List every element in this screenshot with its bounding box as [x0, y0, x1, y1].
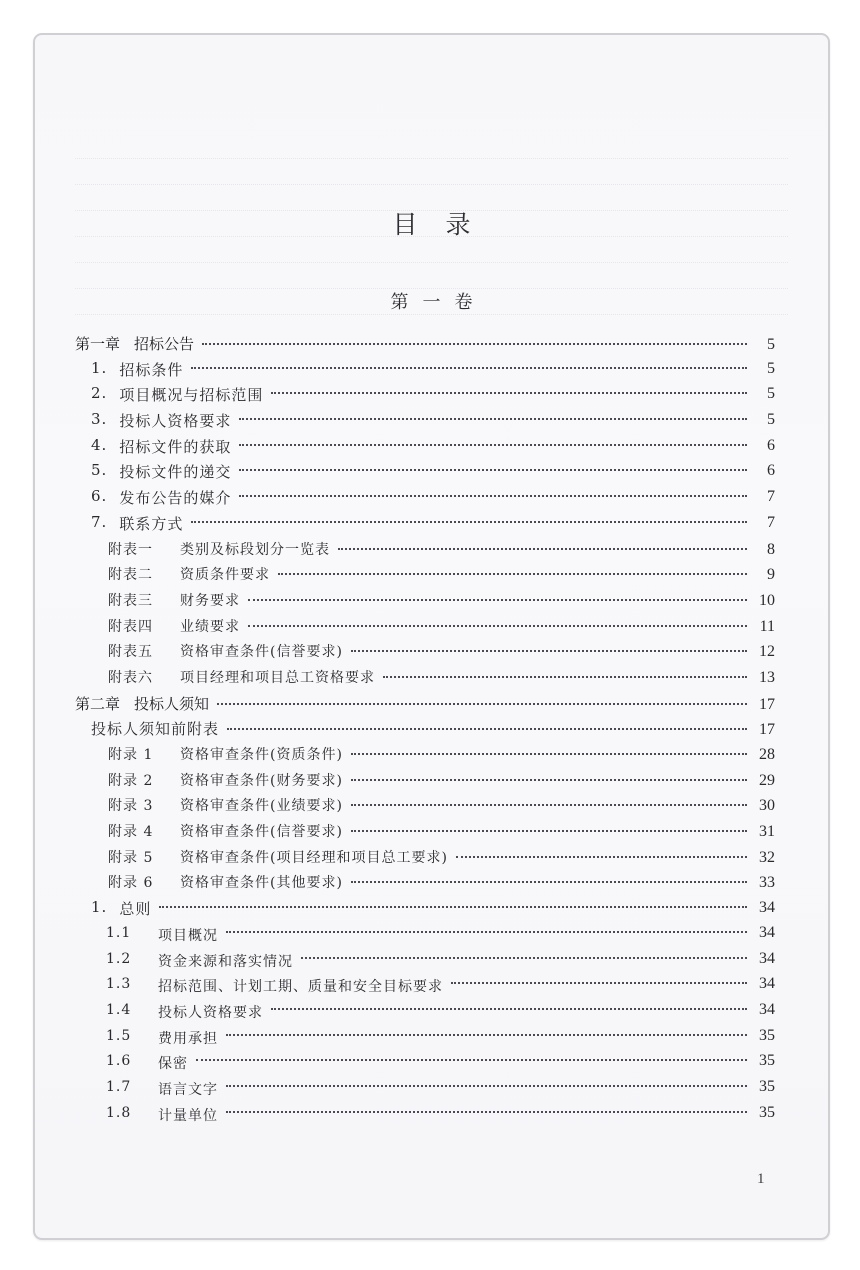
toc-entry-number: 附表六 — [108, 669, 153, 686]
toc-entry-title: 资格审查条件(业绩要求) — [180, 798, 343, 815]
toc-entry[interactable] — [75, 513, 775, 539]
toc-entry[interactable] — [75, 641, 775, 667]
toc-entry-number: 附录 5 — [108, 849, 154, 866]
toc-entry-title: 项目概况与招标范围 — [119, 386, 264, 405]
toc-entry[interactable] — [75, 795, 775, 821]
toc-entry-number: 附表五 — [108, 644, 153, 661]
toc-entry-title: 资格审查条件(信誉要求) — [180, 644, 343, 661]
toc-entry-title: 总则 — [119, 900, 152, 919]
toc-entry-page: 17 — [759, 721, 775, 739]
volume-heading: 第一卷 — [390, 292, 487, 313]
toc-entry-page: 35 — [759, 1077, 775, 1095]
toc-entry-title: 发布公告的媒介 — [119, 489, 232, 508]
toc-entry-label — [91, 359, 183, 380]
toc-entry-title: 资格审查条件(资质条件) — [180, 747, 343, 763]
toc-entry-label — [91, 410, 231, 431]
toc-entry-label — [108, 770, 343, 790]
toc-entry-page: 34 — [759, 975, 775, 993]
toc-entry-label — [106, 1002, 263, 1022]
toc-entry-title: 财务要求 — [180, 592, 240, 609]
toc-entry-number: 第一章 — [75, 335, 121, 353]
toc-entry-title: 投标人须知 — [134, 694, 210, 713]
toc-entry-page: 5 — [767, 336, 775, 353]
bleed-through-line — [75, 158, 788, 160]
toc-entry-number: 附表四 — [108, 618, 153, 635]
toc-entry[interactable] — [75, 744, 775, 770]
toc-entry-number: 1.2 — [106, 950, 132, 967]
toc-entry-label — [108, 641, 343, 661]
dot-leader — [456, 856, 747, 858]
toc-entry-page: 31 — [759, 823, 775, 841]
toc-entry-label — [75, 333, 194, 354]
toc-entry-label — [75, 693, 209, 714]
toc-entry-page: 32 — [759, 848, 775, 866]
toc-entry-title: 投标文件的递交 — [119, 463, 232, 482]
toc-entry-number: 附录 4 — [108, 824, 154, 841]
toc-entry[interactable] — [75, 333, 775, 359]
toc-entry-label — [106, 1079, 218, 1099]
dot-leader — [239, 418, 747, 420]
toc-entry[interactable] — [75, 950, 775, 976]
dot-leader — [351, 650, 747, 652]
toc-entry-page: 8 — [767, 540, 775, 558]
toc-entry[interactable] — [75, 693, 775, 719]
toc-entry-title: 招标公告 — [134, 335, 195, 353]
toc-entry[interactable] — [75, 1078, 775, 1104]
toc-entry[interactable] — [75, 667, 775, 693]
document-page — [33, 33, 830, 1240]
dot-leader — [226, 931, 747, 933]
toc-entry-page: 6 — [767, 462, 775, 480]
toc-entry-title: 资质条件要求 — [180, 567, 270, 584]
toc-entry-number: 第二章 — [75, 694, 121, 713]
toc-entry-title: 语言文字 — [158, 1081, 218, 1098]
toc-entry-page: 6 — [767, 436, 775, 454]
table-of-contents — [75, 333, 775, 1129]
toc-entry[interactable] — [75, 1001, 775, 1027]
dot-leader — [239, 469, 747, 471]
toc-entry-label — [108, 847, 448, 867]
toc-entry-page: 34 — [759, 949, 775, 967]
dot-leader — [338, 548, 747, 550]
toc-entry-title: 招标范围、计划工期、质量和安全目标要求 — [158, 979, 443, 996]
toc-entry-page: 35 — [759, 1052, 775, 1070]
toc-entry[interactable] — [75, 872, 775, 898]
toc-entry-label — [108, 821, 343, 841]
dot-leader — [351, 804, 747, 806]
toc-entry-page: 28 — [759, 746, 775, 763]
toc-entry-page: 13 — [759, 668, 775, 686]
toc-entry[interactable] — [75, 564, 775, 590]
dot-leader — [248, 625, 747, 627]
toc-entry-label — [108, 616, 240, 636]
toc-entry-number: 附表二 — [108, 567, 153, 584]
toc-entry-number: 1. — [91, 898, 108, 917]
toc-entry[interactable] — [75, 1104, 775, 1130]
toc-entry-number: 5. — [91, 461, 108, 480]
dot-leader — [191, 521, 747, 523]
toc-entry[interactable] — [75, 975, 775, 1001]
toc-entry-page: 9 — [767, 566, 775, 584]
toc-entry-label — [106, 951, 293, 971]
toc-entry[interactable] — [75, 359, 775, 385]
toc-entry-label — [91, 898, 151, 919]
toc-entry-label — [108, 564, 270, 584]
dot-leader — [226, 1034, 747, 1036]
toc-entry[interactable] — [75, 924, 775, 950]
toc-entry-title: 资格审查条件(财务要求) — [180, 772, 343, 789]
toc-entry-page: 5 — [767, 385, 775, 403]
toc-entry-number: 附表三 — [108, 592, 153, 609]
toc-entry-number: 3. — [91, 410, 108, 429]
dot-leader — [226, 1085, 747, 1087]
dot-leader — [196, 1059, 747, 1061]
toc-entry-label — [106, 1105, 218, 1125]
toc-entry-label — [91, 718, 219, 739]
dot-leader — [239, 495, 747, 497]
toc-entry-label — [106, 925, 218, 945]
toc-entry-title: 项目经理和项目总工资格要求 — [180, 669, 375, 686]
dot-leader — [159, 906, 747, 908]
toc-entry-title: 资格审查条件(信誉要求) — [180, 824, 343, 841]
toc-entry-title: 投标人须知前附表 — [91, 720, 220, 739]
toc-entry-page: 35 — [759, 1103, 775, 1121]
toc-entry-label — [108, 539, 330, 559]
toc-entry[interactable] — [75, 898, 775, 924]
toc-entry-number: 6. — [91, 487, 108, 506]
toc-entry-title: 费用承担 — [158, 1030, 218, 1047]
toc-entry-number: 7. — [91, 512, 108, 531]
toc-entry-page: 7 — [767, 513, 775, 531]
toc-entry[interactable] — [75, 384, 775, 410]
toc-entry-title: 投标人资格要求 — [158, 1004, 263, 1021]
toc-entry-label — [91, 436, 231, 457]
toc-entry-number: 1. — [91, 358, 108, 377]
toc-entry-label — [108, 590, 240, 610]
toc-entry-number: 附表一 — [108, 541, 153, 558]
toc-entry-label — [108, 744, 343, 764]
toc-entry-number: 1.3 — [106, 976, 132, 993]
toc-entry-page: 7 — [767, 488, 775, 506]
bleed-through-line — [75, 314, 788, 316]
dot-leader — [217, 703, 747, 705]
toc-entry-label — [91, 513, 183, 534]
bleed-through-line — [75, 262, 788, 264]
toc-entry-title: 联系方式 — [119, 514, 184, 533]
dot-leader — [278, 573, 747, 575]
dot-leader — [383, 676, 747, 678]
toc-entry-page: 34 — [759, 923, 775, 941]
toc-entry-number: 附录 2 — [108, 772, 154, 789]
bleed-through-line — [75, 184, 788, 186]
toc-entry-page: 5 — [767, 411, 775, 429]
toc-entry-page: 34 — [759, 899, 775, 917]
dot-leader — [451, 982, 747, 984]
toc-entry[interactable] — [75, 616, 775, 642]
toc-entry-title: 招标文件的获取 — [119, 437, 232, 456]
toc-entry-page: 34 — [759, 1000, 775, 1018]
toc-entry-title: 投标人资格要求 — [119, 412, 232, 431]
toc-entry-page: 30 — [759, 797, 775, 815]
toc-entry-title: 类别及标段划分一览表 — [180, 541, 330, 558]
toc-entry-label — [108, 872, 343, 892]
toc-entry-title: 资金来源和落实情况 — [158, 953, 293, 970]
dot-leader — [351, 881, 747, 883]
toc-entry-title: 资格审查条件(其他要求) — [180, 875, 343, 892]
dot-leader — [226, 1111, 747, 1113]
toc-entry-label — [91, 384, 263, 405]
dot-leader — [301, 957, 747, 959]
toc-entry-label — [108, 795, 343, 815]
page-number: 1 — [757, 1171, 765, 1187]
toc-entry[interactable] — [75, 461, 775, 487]
toc-entry-label — [91, 461, 231, 482]
toc-entry-number: 1.4 — [106, 1001, 132, 1018]
toc-entry-page: 5 — [767, 359, 775, 377]
dot-leader — [271, 1008, 747, 1010]
toc-entry-title: 招标条件 — [119, 360, 184, 379]
toc-entry-number: 1.5 — [106, 1027, 132, 1044]
dot-leader — [271, 392, 747, 394]
toc-entry[interactable] — [75, 1052, 775, 1078]
toc-entry[interactable] — [75, 821, 775, 847]
toc-entry[interactable] — [75, 718, 775, 744]
dot-leader — [351, 779, 747, 781]
toc-entry[interactable] — [75, 436, 775, 462]
toc-entry[interactable] — [75, 487, 775, 513]
toc-entry-page: 10 — [759, 591, 775, 609]
dot-leader — [351, 830, 747, 832]
toc-entry-title: 计量单位 — [158, 1107, 218, 1124]
toc-entry[interactable] — [75, 410, 775, 436]
toc-entry-page: 12 — [759, 643, 775, 661]
toc-entry-number: 附录 6 — [108, 875, 154, 892]
toc-entry[interactable] — [75, 539, 775, 565]
toc-entry-page: 11 — [759, 617, 775, 635]
dot-leader — [202, 343, 747, 345]
toc-entry-title: 业绩要求 — [180, 618, 240, 635]
dot-leader — [239, 444, 747, 446]
page-title: 目录 — [392, 210, 499, 239]
toc-entry-label — [106, 1053, 188, 1073]
dot-leader — [227, 728, 747, 730]
toc-entry[interactable] — [75, 590, 775, 616]
toc-entry-page: 35 — [759, 1026, 775, 1044]
toc-entry-page: 33 — [759, 874, 775, 892]
toc-entry-title: 资格审查条件(项目经理和项目总工要求) — [180, 849, 448, 866]
toc-entry-number: 1.8 — [106, 1104, 132, 1121]
toc-entry-number: 附录 1 — [108, 747, 154, 763]
dot-leader — [191, 367, 747, 369]
toc-entry[interactable] — [75, 1027, 775, 1053]
toc-entry-number: 2. — [91, 384, 108, 403]
dot-leader — [351, 753, 747, 755]
toc-entry-number: 4. — [91, 435, 108, 454]
toc-entry-label — [106, 1028, 218, 1048]
toc-entry-title: 项目概况 — [158, 927, 218, 944]
toc-entry-number: 1.1 — [106, 924, 132, 941]
dot-leader — [248, 599, 747, 601]
toc-entry-title: 保密 — [158, 1056, 188, 1073]
toc-entry-number: 1.7 — [106, 1078, 132, 1095]
toc-entry-page: 29 — [759, 771, 775, 789]
toc-entry-label — [106, 976, 443, 996]
toc-entry[interactable] — [75, 770, 775, 796]
toc-entry-label — [108, 667, 375, 687]
toc-entry-label — [91, 487, 231, 508]
toc-entry-number: 附录 3 — [108, 798, 154, 815]
toc-entry[interactable] — [75, 847, 775, 873]
toc-entry-number: 1.6 — [106, 1053, 132, 1070]
toc-entry-page: 17 — [759, 695, 775, 713]
